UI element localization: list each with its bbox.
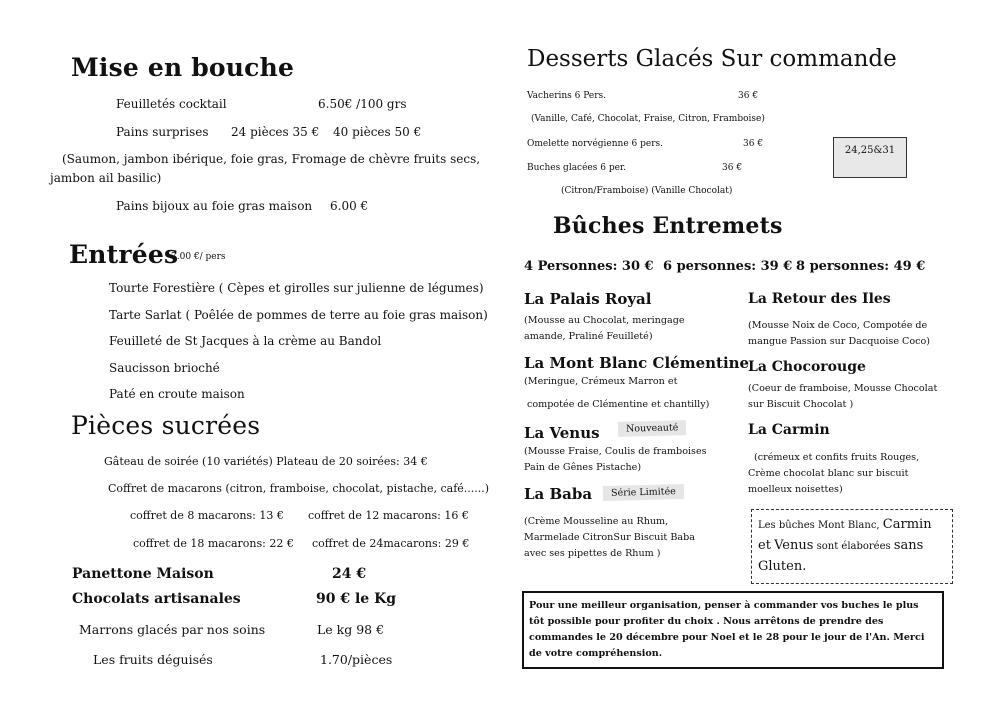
dates-box — [833, 137, 907, 178]
coffret-macarons-line: Coffret de macarons (citron, framboise, chocolat, pistache, café......) — [108, 482, 490, 495]
venus-name: La Venus — [524, 424, 600, 442]
feuilletes-price: 6.50€ /100 grs — [318, 97, 407, 111]
baba-desc: (Crème Mousseline au Rhum, Marmelade CitronSur Biscuit Baba avec ses pipettes de Rhum ) — [524, 516, 695, 559]
gluten-note-part4: sont élaborées — [816, 541, 891, 552]
baba-name: La Baba — [524, 485, 593, 503]
buches-entremets-title: Bûches Entremets — [553, 213, 783, 239]
entree-item: Paté en croute maison — [109, 387, 245, 401]
marrons-label: Marrons glacés par nos soins — [79, 622, 266, 637]
entrees-price: 7.00 €/ pers — [171, 252, 226, 262]
mont-blanc-name: La Mont Blanc Clémentine — [524, 354, 750, 372]
mise-en-bouche-title: Mise en bouche — [71, 53, 295, 82]
palais-royal-name: La Palais Royal — [524, 290, 652, 308]
chocolats-price: 90 € le Kg — [316, 591, 397, 607]
marrons-price: Le kg 98 € — [317, 622, 385, 637]
price-4-persons: 4 Personnes: 30 € — [524, 259, 654, 274]
buches-glacees-label: Buches glacées 6 per. — [527, 163, 627, 173]
retour-des-iles-desc: (Mousse Noix de Coco, Compotée de mangue Passion sur Dacquoise Coco) — [748, 320, 931, 347]
pains-surprises-label: Pains surprises — [116, 125, 209, 139]
carmin-desc: (crémeux et confits fruits Rouges, Crème chocolat blanc sur biscuit moelleux noisettes) — [748, 452, 920, 495]
retour-des-iles-name: La Retour des Iles — [748, 291, 891, 307]
entrees-title: Entrées — [69, 240, 179, 269]
mont-blanc-desc-line2: compotée de Clémentine et chantilly) — [527, 399, 710, 410]
entree-item: Tarte Sarlat ( Poêlée de pommes de terre au foie gras maison) — [109, 308, 488, 322]
pains-bijoux-label: Pains bijoux au foie gras maison — [116, 199, 313, 213]
chocorouge-name: La Chocorouge — [748, 359, 866, 375]
coffret-8-line: coffret de 8 macarons: 13 € — [130, 509, 284, 522]
pieces-sucrees-title: Pièces sucrées — [71, 411, 261, 440]
feuilletes-label: Feuilletés cocktail — [116, 97, 227, 111]
venus-desc: (Mousse Fraise, Coulis de framboises Pain de Gênes Pistache) — [524, 446, 707, 473]
vacherins-price: 36 € — [738, 91, 759, 101]
palais-royal-desc: (Mousse au Chocolat, meringage amande, Praliné Feuilleté) — [524, 315, 685, 342]
vacherins-label: Vacherins 6 Pers. — [527, 91, 607, 101]
panettone-price: 24 € — [332, 566, 367, 582]
desserts-title: Desserts Glacés Sur commande — [527, 46, 897, 72]
gluten-free-note — [751, 509, 953, 584]
pains-40-price: 40 pièces 50 € — [333, 125, 422, 139]
entree-item: Tourte Forestière ( Cèpes et girolles sur julienne de légumes) — [109, 281, 484, 295]
vacherins-flavors: (Vanille, Café, Chocolat, Fraise, Citron, Framboise) — [531, 114, 765, 124]
chocorouge-desc: (Coeur de framboise, Mousse Chocolat sur Biscuit Chocolat ) — [748, 383, 938, 410]
panettone-label: Panettone Maison — [72, 566, 214, 582]
omelette-price: 36 € — [743, 139, 764, 149]
gateau-soiree-line: Gâteau de soirée (10 variétés) Plateau de 20 soirées: 34 € — [104, 455, 428, 468]
order-notice-box — [522, 591, 944, 669]
mont-blanc-desc-line1: (Meringue, Crémeux Marron et — [524, 376, 678, 387]
pains-bijoux-price: 6.00 € — [330, 199, 369, 213]
carmin-name: La Carmin — [748, 422, 830, 438]
serie-limitee-badge: Série Limitée — [603, 484, 684, 501]
gluten-note-part5: sans Gluten. — [758, 538, 924, 574]
omelette-label: Omelette norvégienne 6 pers. — [527, 139, 663, 149]
entree-item: Feuilleté de St Jacques à la crème au Bandol — [109, 334, 382, 348]
price-8-persons: 8 personnes: 49 € — [796, 259, 926, 274]
pains-description-line2: jambon ail basilic) — [50, 171, 162, 185]
fruits-price: 1.70/pièces — [320, 652, 393, 667]
fruits-label: Les fruits déguisés — [93, 652, 213, 667]
buches-glacees-flavors: (Citron/Framboise) (Vanille Chocolat) — [561, 186, 733, 196]
price-6-persons: 6 personnes: 39 € — [663, 259, 793, 274]
nouveaute-badge: Nouveauté — [618, 420, 687, 437]
coffret-18-line: coffret de 18 macarons: 22 € — [133, 537, 294, 550]
coffret-24-line: coffret de 24macarons: 29 € — [312, 537, 470, 550]
entree-item: Saucisson brioché — [109, 361, 220, 375]
gluten-note-part2: Carmin et — [758, 517, 932, 553]
buches-glacees-price: 36 € — [722, 163, 743, 173]
pains-24-price: 24 pièces 35 € — [231, 125, 320, 139]
chocolats-label: Chocolats artisanales — [72, 591, 241, 607]
gluten-note-part3: Venus — [774, 538, 814, 553]
dates-box-text: 24,25&31 — [844, 145, 896, 156]
pains-description-line1: (Saumon, jambon ibérique, foie gras, Fromage de chèvre fruits secs, — [62, 152, 481, 166]
gluten-note-part1: Les bûches Mont Blanc, — [758, 520, 880, 531]
coffret-12-line: coffret de 12 macarons: 16 € — [308, 509, 469, 522]
order-notice-text: Pour une meilleur organisation, penser à commander vos buches le plus tôt possible pour profiter du choix . Nous arrêtons de prendre des commandes le 20 décembre pour Noel et le 28 pour le jour de l'An. Merci de votre compréhension. — [529, 600, 925, 659]
